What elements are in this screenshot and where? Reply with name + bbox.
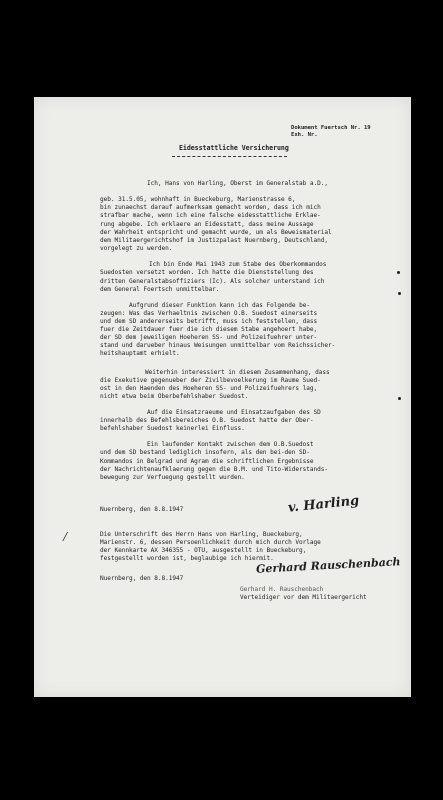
body-line: und dem SD andererseits betrifft, muss ich feststellen, dass	[100, 318, 318, 325]
attorney-name: Gerhard H. Rauschenbach	[240, 586, 324, 593]
body-line: dem Militaergerichtshof im Justizpalast Nuernberg, Deutschland,	[100, 237, 328, 244]
body-line: dritten Generalstabsoffiziers (Ic). Als solcher unterstand ich	[100, 278, 325, 285]
attorney-title: Verteidiger vor dem Militaergericht	[240, 594, 367, 601]
body-line: der Wahrheit entspricht und gemacht wurde, um als Beweismaterial	[100, 229, 332, 236]
document-sheet	[34, 97, 411, 697]
body-line: dem General Foertsch unmittelbar.	[100, 286, 220, 293]
body-line: innerhalb des Befehlsbereiches O.B. Suedost hatte der Ober-	[100, 417, 314, 424]
body-line: Ein laufender Kontakt zwischen dem O.B.Suedost	[147, 441, 314, 448]
body-line: Kommandos in Belgrad und Agram die schriftlichen Ergebnisse	[100, 458, 314, 465]
body-line: zeugen: Was das Verhaeltnis zwischen O.B. Suedost einerseits	[100, 310, 318, 317]
certification-line: festgestellt worden ist, beglaubige ich hiermit.	[100, 555, 274, 562]
document-page	[34, 97, 411, 697]
body-line: und dem SD bestand lediglich insofern, als den bei-den SD-	[100, 449, 310, 456]
certification-line: Marienstr. 6, dessen Persoenlichkeit durch mich durch Vorlage	[100, 539, 321, 546]
body-line: geb. 31.5.05, wohnhaft in Bueckeburg, Marienstrasse 6,	[100, 196, 296, 203]
body-line: heitshauptamt erhielt.	[100, 350, 180, 357]
hole-punch-mark	[398, 397, 401, 400]
hole-punch-mark	[398, 292, 401, 295]
title-underline	[172, 156, 287, 157]
body-line: Auf die Einsatzraeume und Einsatzaufgaben des SD	[147, 409, 321, 416]
body-line: vorgelegt zu werden.	[100, 245, 173, 252]
certification-line: der Kennkarte AX 346355 - OTU, ausgestellt in Bueckeburg,	[100, 547, 307, 554]
body-line: bin zunaechst darauf aufmerksam gemacht worden, dass ich mich	[100, 204, 321, 211]
body-line: stand und darueber hinaus Weisungen unmittelbar vom Reichssicher-	[100, 342, 336, 349]
body-line: Ich, Hans von Harling, Oberst im Generalstab a.D.,	[147, 180, 328, 187]
signature-harling: v. Harling	[287, 493, 360, 516]
body-line: der SD dem jeweiligen Hoeheren SS- und Polizeifuehrer unter-	[100, 334, 318, 341]
body-line: strafbar mache, wenn ich eine falsche eidesstattliche Erklae-	[100, 212, 321, 219]
document-title: Eidesstattliche Versicherung	[179, 144, 289, 152]
body-line: Aufgrund dieser Funktion kann ich das Folgende be-	[129, 302, 310, 309]
certification-line: Die Unterschrift des Herrn Hans von Harling, Bueckeburg,	[100, 531, 303, 538]
body-line: fuer die Zeitdauer fuer die ich diesem Stabe angehoert habe,	[100, 326, 318, 333]
place-date: Nuernberg, den 8.8.1947	[100, 506, 184, 513]
body-line: rung abgebe. Ich erklaere an Eidesstatt, dass meine Aussage	[100, 221, 314, 228]
document-number: Dokument Fuertsch Nr. 19	[291, 125, 371, 131]
body-line: ost in den Haenden des Hoeheren SS- und Polizeifuehrers lag,	[100, 385, 318, 392]
body-line: bewegung zur Verfuegung gestellt wurden.	[100, 474, 245, 481]
body-line: Weiterhin interessiert in diesem Zusammenhang, dass	[145, 369, 330, 376]
body-line: nicht etwa beim Oberbefehlshaber Suedost.	[100, 393, 249, 400]
hole-punch-mark	[397, 271, 400, 274]
place-date: Nuernberg, den 8.8.1947	[100, 575, 184, 582]
body-line: Suedosten versetzt worden. Ich hatte die Dienststellung des	[100, 269, 314, 276]
body-line: Ich bin Ende Mai 1943 zum Stabe des Oberkommandos	[149, 261, 327, 268]
body-line: der Nachrichtenaufklaerung gegen die B.M. und Tito-Widerstands-	[100, 466, 328, 473]
exhibit-number: Exh. Nr.	[291, 132, 318, 138]
body-line: befehlshaber Suedost keinerlei Einfluss.	[100, 425, 245, 432]
body-line: die Exekutive gegenueber der Zivilbevoelkerung im Raume Sued-	[100, 377, 321, 384]
margin-mark: ⁄	[61, 529, 70, 545]
signature-rauschenbach: Gerhard Rauschenbach	[255, 555, 401, 576]
